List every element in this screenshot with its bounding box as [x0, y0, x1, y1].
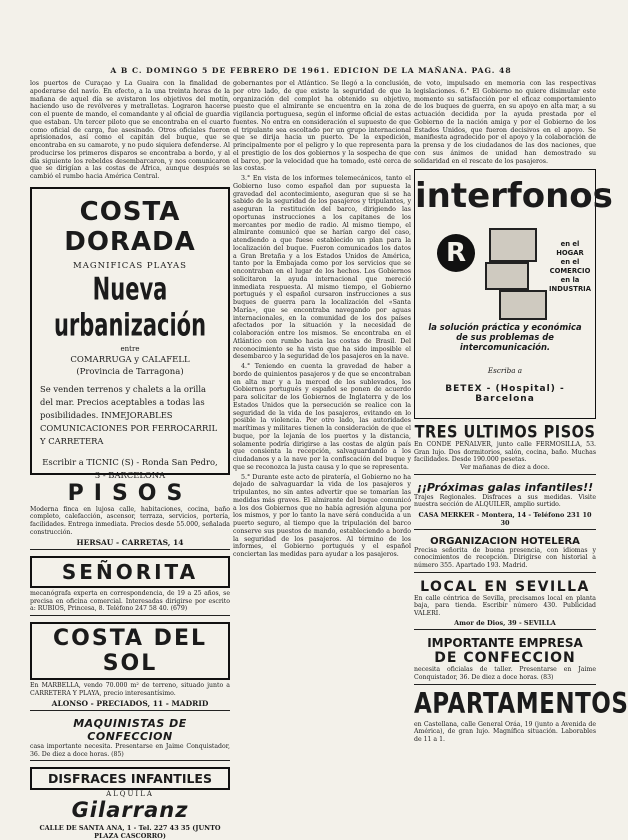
- ad-local-sevilla: [414, 579, 596, 628]
- ad-title: MAQUINISTAS DE CONFECCION: [73, 717, 187, 744]
- ad-text: ALQUILA: [106, 790, 154, 799]
- ad-line: en el: [560, 240, 580, 249]
- ad-disfraces: [30, 767, 230, 840]
- article-text: 5.° Durante este acto de piratería, el Gobierno no ha dejado de salvaguardar la vida de los pasajeros y tripulantes, no sin antes advertir que se tomarían las medidas más graves. El almirante del buque comunicó a los dos Gobiernos que no había agresión alguna por los mismos, y por lo tanto la nave será conducida a un puerto seguro, al tiempo que la tripulación del barco conserve sus puestos de mando, estableciendo a bordo la seguridad de los pasajeros. Al término de los informes, el Gobierno portugués y el español conciertan las medidas para ayudar a los pasajeros.: [233, 473, 411, 558]
- ad-text: Escriba a: [487, 366, 523, 376]
- ad-text: (Provincia de Tarragona): [76, 366, 184, 377]
- ad-title: TRES ULTIMOS PISOS: [414, 424, 596, 443]
- ad-hotelera: [414, 536, 596, 570]
- ad-text: Precisa señorita de buena presencia, con idiomas y conocimientos de recepción. Dirigirse con historial a número 355. Apartado 193. Madrid.: [414, 546, 596, 569]
- divider: [30, 760, 230, 761]
- ad-contact: HERSAU - CARRETAS, 14: [76, 538, 184, 548]
- article-text: de voto, impulsado en memoria con las respectivas legislaciones. 6.° El Gobierno no quiere disimular este momento su satisfacción por el eficaz comportamiento de los buques de guerra, en su apoyo en alta mar, a su actuación decidida por la ayuda prestada por el Gobierno de la nación amiga y por el Gobierno de los Estados Unidos, que fueron decisivos en el apoyo. Se manifiesta agradecido por el apoyo y la colaboración de la prensa y de los ciudadanos de las dos naciones, que con sus ánimos de unidad han demostrado su solidaridad en el rescate de los pasajeros.: [414, 80, 596, 165]
- ad-title: IMPORTANTE EMPRESA: [427, 636, 583, 651]
- ad-text: casa importante necesita. Presentarse en Jaime Conquistador, 36. De diez a doce horas. (85): [30, 743, 230, 758]
- column-middle: [233, 80, 411, 820]
- ad-tres-ultimos: [414, 425, 596, 471]
- divider: [414, 474, 596, 475]
- divider: [414, 572, 596, 573]
- divider: [30, 710, 230, 711]
- divider: [414, 529, 596, 530]
- ad-contact: CALLE DE SANTA ANA, 1 - Tel. 227 43 35 (JUNTO PLAZA CASCORRO): [39, 824, 221, 840]
- ad-line: en el: [560, 258, 580, 267]
- ad-text: Ver mañanas de diez a doce.: [460, 464, 550, 472]
- ad-contact: CASA MERKER - Montera, 14 - Teléfono 231 10 30: [418, 510, 592, 527]
- ad-title: ORGANIZACION HOTELERA: [430, 535, 580, 547]
- ad-text: en Castellana, calle General Oráa, 19 (junto a Avenida de América), de gran lujo. Magnífica situación. Laborables de 11 a 1.: [414, 720, 596, 743]
- ad-title: DE CONFECCION: [434, 650, 576, 667]
- ad-text: En CONDE PEÑALVER, junto calle FERMOSILLA, 53. Gran lujo. Dos dormitorios, salón, cocina, baño. Muchas facilidades. Desde 190.000 pesetas.: [414, 441, 596, 464]
- page-header: A B C. DOMINGO 5 DE FEBRERO DE 1961. EDICION DE LA MAÑANA. PAG. 48: [110, 66, 512, 75]
- ad-line: COMERCIO: [549, 267, 591, 276]
- ad-apartamentos: [414, 687, 628, 744]
- ad-line: en la: [560, 276, 580, 285]
- ad-text: En MARBELLA, vendo 70.000 m² de terreno, situado junto a CARRETERA Y PLAYA, precio interesantísimo.: [30, 681, 230, 697]
- ad-contact: Escribir a TICNIC (S) - Ronda San Pedro, 3 - BARCELONA: [42, 456, 218, 480]
- ad-contact: BETEX - (Hospital) - Barcelona: [445, 384, 565, 405]
- ad-title: SEÑORITA: [30, 556, 230, 588]
- ad-title: COSTA DEL SOL: [30, 622, 230, 680]
- ad-text: Moderna finca en lujosa calle, habitaciones, cocina, baño completo, calefacción, ascensor, terraza, servicios, portería, facilidades. Entrega inmediata. Precios desde 55.000, señalada construcción.: [30, 505, 230, 536]
- ad-brand: Gilarranz: [71, 798, 189, 823]
- ad-contact: ALONSO - PRECIADOS, 11 - MADRID: [51, 699, 209, 709]
- divider: [30, 549, 230, 550]
- divider: [414, 629, 596, 630]
- divider: [414, 684, 596, 685]
- ad-title: ¡¡Próximas galas infantiles!!: [416, 480, 594, 494]
- article-text: 3.° En vista de los informes telemecánicos, tanto el Gobierno luso como español dan por supuesta la gravedad del acontecimiento, aseguran que si se ha sabido de la seguridad de los pasajeros y tripulantes, y aseguran la restitución del barco, dirigiendo las oportunas instrucciones a los capitanes de los mercantes por medio de radio. Al mismo tiempo, el almirante comunicó que se harían cargo del caso, atendiendo a que fuese establecido un plan para la localización del buque. Fueron comunicados los datos a Gran Bretaña y a los Estados Unidos de América, tanto por la Embajada como por los servicios que se encontraban en el lugar de los hechos. Los Gobiernos solicitaron la ayuda internacional que mereció inmediata respuesta. Al mismo tiempo, el Gobierno portugués y el español cursaron instrucciones a sus buques de guerra para la localización del «Santa María», que se encontraba navegando por aguas internacionales, en la comunidad de los dos países afectados por la situación y la necesidad de colaboración entre los mismos. Se encontraba en el Atlántico con rumbo hacia las costas de Brasil. Del reconocimiento se ha visto que ha sido imposible el desembarco y la seguridad de los pasajeros en la nave.: [233, 175, 411, 361]
- ad-title: PISOS: [67, 480, 193, 506]
- article-text: los puertos de Curaçao y La Guaira con la finalidad de apoderarse del navío. En efecto, a la una treinta horas de la mañana de aquel día se avistaron los objetivos del motín, haciendo uso de revólveres y metralletas. Lograron hacerse con el puente de mando, el comandante y al oficial de guardia que estaban. Un tercer piloto que se encontraba en el cuarto como oficial de carga, fue asesinado. Otros oficiales fueron aprisionados, así como el capitán del buque, que se encontraba en su camarote, y no pudo siquiera defenderse. Al producirse los primeros disparos se encontraba a bordo, y al día siguiente los rebeldes desembarcaron, y nos comunicaron que se dirigían a las costas de África, aunque después se cambió el rumbo hacia América Central.: [30, 80, 230, 180]
- ad-senorita: [30, 556, 230, 613]
- ad-title: COSTA DORADA: [64, 196, 196, 257]
- brand-logo-icon: R: [437, 234, 475, 272]
- article-text: 4.° Teniendo en cuenta la gravedad de haber a bordo de quinientos pasajeros y de que se encontraban en alta mar y a la merced de los sublevados, los Gobiernos portugués y español se ponen de acuerdo para solicitar de los Gobiernos de Inglaterra y de los Estados Unidos que la persecución se realice con la seguridad de la vida de los pasajeros, evitando en lo posible la violencia. Por otro lado, las autoridades marítimas y militares tienen la consideración de que el buque, por la lejanía de los puertos y la distancia, solamente podría dirigirse a las costas de algún país que consienta la recepción, salvaguardando a los ciudadanos y a la nave por la confiscación del buque y que se reconozca la justa causa y lo que se representa.: [233, 363, 411, 471]
- ad-pisos: [30, 481, 230, 547]
- ad-text: Trajes Regionales. Disfraces a sus medidas. Visite nuestra sección de ALQUILER, amplio surtido.: [414, 493, 596, 509]
- ad-headline: Nueva urbanización: [53, 270, 207, 343]
- column-left: [30, 80, 230, 840]
- ad-text: necesita oficialas de taller. Presentarse en Jaime Conquistador, 36. De diez a doce horas. (83): [414, 666, 596, 681]
- ad-maquinistas: [30, 717, 230, 758]
- ad-subtitle: MAGNIFICAS PLAYAS: [73, 260, 187, 271]
- ad-title: APARTAMENTOS: [414, 687, 628, 720]
- ad-line: HOGAR: [556, 249, 584, 258]
- ad-importante-empresa: [414, 636, 596, 681]
- ad-text: COMARRUGA y CALAFELL: [70, 354, 190, 365]
- column-right: [414, 80, 628, 820]
- article-text: gobernantes por el Atlántico. Se llegó a la conclusión, por otro lado, de que existe la seguridad de que la organización del complot ha obtenido su objetivo, puesto que el almirante se encuentra en la zona de vigilancia portuguesa, según el informe oficial de estas fuentes. No entra en consideración el supuesto de que el tripulante sea escoltado por un grupo internacional que se dirija hacia un puerto. De la expedición, principalmente por el peligro y lo que representa para el prestigio de los dos gobiernos y la sospecha de que el barco, por la velocidad que ha tomado, esté cerca de las costas.: [233, 80, 411, 173]
- ad-text: mecanógrafa experta en correspondencia, de 19 a 25 años, se precisa en oficina comercial. Interesadas dirigirse por escrito a: RUBIOS, Princesa, 8. Teléfono 247 58 40. (679): [30, 590, 230, 613]
- ad-costa-dorada: [30, 187, 230, 480]
- ad-title: DISFRACES INFANTILES: [30, 767, 230, 790]
- divider: [30, 615, 230, 616]
- ad-text: [547, 240, 593, 294]
- ad-text: la solución práctica y económica de sus problemas de intercomunicación.: [428, 322, 582, 353]
- ad-galas: [414, 481, 596, 527]
- ad-title: interfonos: [415, 176, 613, 217]
- ad-text: Se venden terrenos y chalets a la orilla del mar. Precios aceptables a todas las posibilidades. INMEJORABLES COMUNICACIONES POR FERROCARRIL Y CARRETERA: [40, 383, 218, 446]
- ad-text: En calle céntrica de Sevilla, precisamos local en planta baja, para tienda. Escribir número 430. Publicidad VALERI.: [414, 594, 596, 617]
- intercom-devices-icon: [485, 228, 545, 318]
- ad-text: entre: [120, 344, 140, 353]
- ad-line: INDUSTRIA: [549, 285, 591, 294]
- ad-interfonos: [414, 169, 613, 419]
- ad-title: LOCAL EN SEVILLA: [420, 578, 590, 595]
- ad-contact: Amor de Dios, 39 - SEVILLA: [454, 619, 556, 628]
- ad-costa-sol: [30, 622, 230, 708]
